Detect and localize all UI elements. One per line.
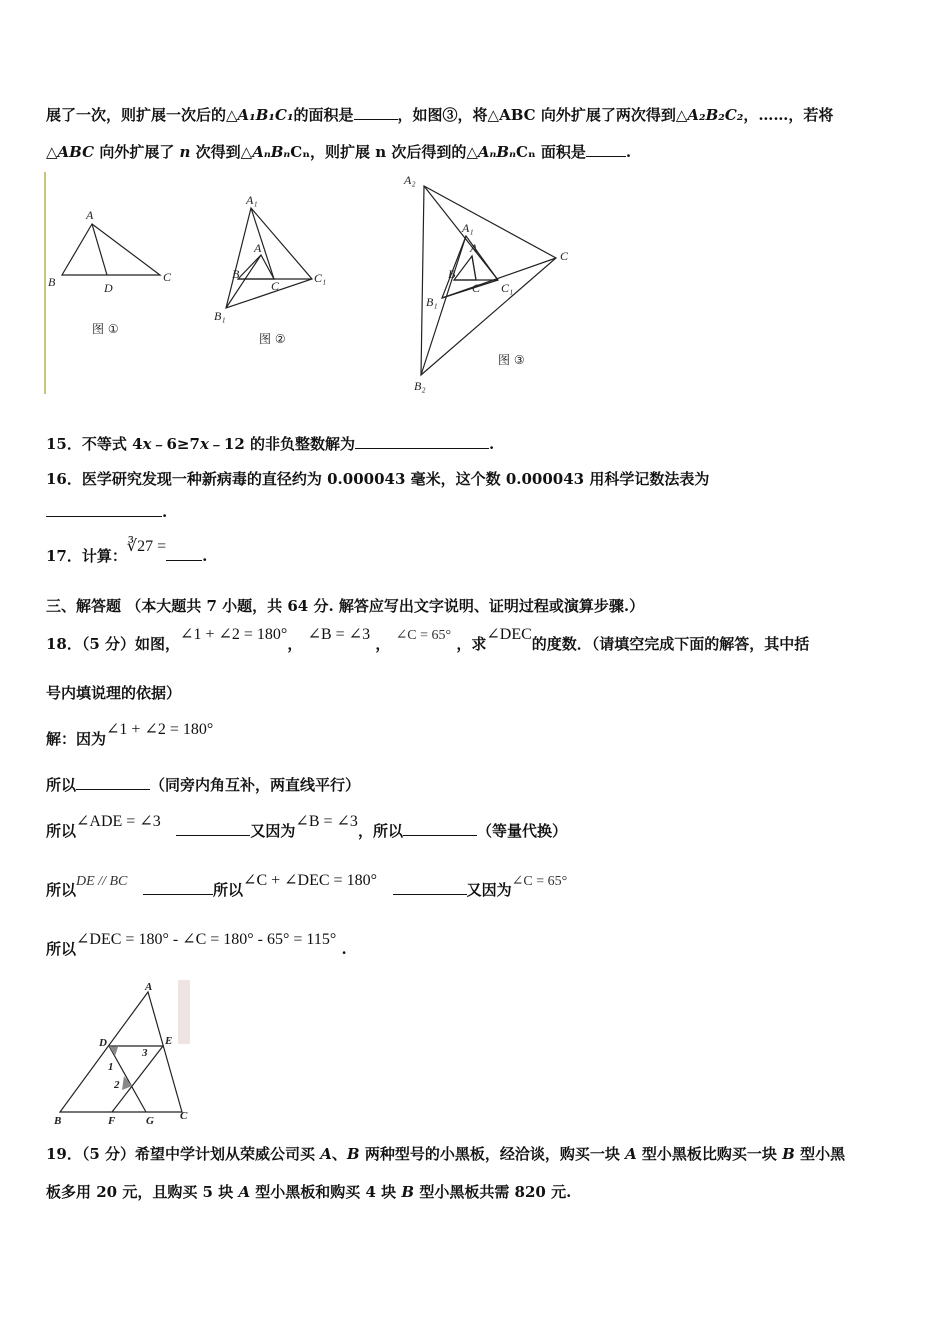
q18-label-G: G [146,1115,154,1127]
fig1-caption: 图 ① [92,322,119,336]
q18-formula: ∠C = 65° [395,628,452,643]
q15-text: 15．不等式 4 [46,435,143,453]
q18-formula: ∠ADE = ∠3 [76,813,161,830]
fig3-label-B2: B₂ [414,379,426,393]
q18-solution-2 [46,774,360,795]
q18-formula: DE // BC [76,874,128,889]
q19-text: 型小黑板和购买 4 块 [250,1183,402,1201]
q19-text: 两种型号的小黑板，经洽谈，购买一块 [359,1145,626,1163]
q19-variable: B [401,1183,415,1201]
q14-text: 次得到△ [190,143,253,161]
q14-text: Cₙ 面积是 [515,143,586,161]
q18-line1 [46,626,810,654]
q16-text: 16．医学研究发现一种新病毒的直径约为 0.000043 毫米，这个数 0.000043 用科学记数法表为 [46,470,710,488]
q19-text: 、 [331,1145,347,1163]
q18-text: ， [375,635,391,653]
fig2-label-A: A [254,241,262,255]
q14-triangle-label: AₙBₙ [252,143,291,161]
q18-text: 又因为 [466,881,512,899]
q15-text: . [489,435,495,453]
q14-figures [46,168,586,396]
q14-triangle-label: AₙBₙ [477,143,516,161]
q14-text: 向外扩展了 [94,143,180,161]
q19-text: 19．（5 分）希望中学计划从荣威公司买 [46,1145,321,1163]
q18-text: 解：因为 [46,730,107,748]
answer-blank[interactable] [393,880,467,895]
q18-text: 所以 [46,881,77,899]
fig2-line [226,255,261,308]
answer-blank[interactable] [586,142,626,157]
answer-blank[interactable] [355,434,489,449]
q19-text: 型小黑板比购买一块 [636,1145,783,1163]
q18-label-B: B [54,1115,62,1127]
fig3-label-C-outer: C [560,249,569,263]
q14-triangle-label: ABC [57,143,95,161]
q18-formula: ∠1 + ∠2 = 180° [106,721,214,738]
q18-text: ，求 [456,635,487,653]
fig3-label-B: B [448,267,456,281]
q15-text: ﹣6≥7 [151,435,200,453]
q15-variable: x [142,435,152,453]
q18-label-2: 2 [114,1079,120,1091]
q18-label-A: A [145,981,153,993]
q17-text: . [202,547,208,565]
section-3-header [46,595,644,616]
q14-line2 [46,141,631,162]
q18-text: 所以 [46,822,77,840]
q19-variable: A [320,1145,332,1163]
q19-variable: B [346,1145,360,1163]
q18-formula: ∠C + ∠DEC = 180° [243,872,377,889]
q16-answer [46,502,167,521]
fig2-inner-triangle [238,255,274,279]
q19-line2 [46,1181,571,1202]
q18-line2 [46,682,181,703]
q18-solution-1 [46,721,214,749]
q18-triangle [60,992,182,1112]
q19-line1 [46,1143,845,1164]
q14-text: △ [46,143,58,161]
answer-blank[interactable] [46,502,162,517]
q18-formula: ∠B = ∠3 [307,626,371,643]
q17 [46,538,208,566]
fig3-line [472,256,476,280]
q14-text: ，……，若将 [743,106,834,124]
fig3-label-C1: C₁ [501,281,514,295]
fig3-line [424,186,498,280]
q18-label-E: E [165,1035,173,1047]
q18-label-3: 3 [142,1047,148,1059]
q15-variable: x [199,435,209,453]
fig3-label-A: A [470,241,478,255]
answer-blank[interactable] [76,775,150,790]
fig1-triangle [62,224,160,275]
q14-triangle-label: A₂B₂C₂ [687,106,744,124]
q17-expression: ∛27 = [126,538,167,555]
q18-text: 所以 [46,776,77,794]
answer-blank[interactable] [354,105,398,120]
q18-solution-4 [46,872,568,900]
q14-text: . [625,143,632,161]
fig1-label-A: A [86,208,94,222]
q19-text: 型小黑 [794,1145,846,1163]
q18-text: 号内填说理的依据） [46,684,182,702]
answer-blank[interactable] [176,821,250,836]
fig2-label-C1: C₁ [314,271,327,285]
fig3-caption: 图 ③ [498,353,525,367]
fig2-label-B1: B₁ [214,309,226,323]
q18-formula: ∠DEC [486,626,532,643]
fig3-line [442,258,556,298]
q18-text: （等量代换） [476,822,567,840]
scan-artifact [178,980,190,1044]
q18-text: 所以 [46,940,77,958]
q18-text: 18．（5 分）如图， [46,635,181,653]
q16-text: . [162,503,168,521]
fig2-outer-triangle [226,208,312,308]
q14-text: Cₙ，则扩展 n 次后得到的△ [290,143,478,161]
q14-line1 [46,104,833,125]
fig2-label-B: B [232,267,240,281]
q18-text: . [341,940,347,958]
q18-text: 又因为 [250,822,296,840]
q16 [46,468,709,489]
fig3-label-C: C [472,281,481,295]
q19-text: 型小黑板共需 820 元. [414,1183,572,1201]
q18-formula: ∠1 + ∠2 = 180° [180,626,288,643]
q14-text: ，如图③，将△ABC 向外扩展了两次得到△ [397,106,688,124]
q18-label-D: D [99,1037,107,1049]
q18-formula: ∠C = 65° [511,874,568,889]
fig1-median [92,224,107,275]
q18-solution-3 [46,813,567,841]
q18-text: 所以 [213,881,244,899]
fig1-label-C: C [163,270,172,284]
fig2-caption: 图 ② [259,332,286,346]
fig1-label-B: B [48,275,56,289]
q18-label-C: C [180,1110,188,1122]
q14-text: 展了一次，则扩展一次后的△ [46,106,238,124]
q18-label-1: 1 [108,1061,114,1073]
q19-variable: A [625,1145,637,1163]
q18-label-F: F [108,1115,116,1127]
q18-formula: ∠DEC = 180° - ∠C = 180° - 65° = 115° [76,931,337,948]
section-title: 三、解答题 [46,597,122,615]
answer-blank[interactable] [166,546,202,561]
q15 [46,433,494,454]
q18-text: ，所以 [357,822,403,840]
q14-triangle-label: A₁B₁C₁ [237,106,294,124]
q18-formula: ∠B = ∠3 [295,813,358,830]
fig3-label-A1: A₁ [462,221,474,235]
q18-text: 的度数．（请填空完成下面的解答，其中括 [531,635,810,653]
q14-text: 的面积是 [293,106,354,124]
q18-text: （同旁内角互补，两直线平行） [150,776,361,794]
fig3-label-A2: A₂ [404,173,416,187]
q18-figure [46,978,196,1128]
answer-blank[interactable] [403,821,477,836]
q17-text: 17．计算： [46,547,127,565]
q19-text: 板多用 20 元，且购买 5 块 [46,1183,239,1201]
fig2-label-C: C [271,279,280,293]
fig1-label-D: D [104,281,113,295]
answer-blank[interactable] [143,880,213,895]
q18-solution-5 [46,931,347,959]
fig2-label-A1: A₁ [246,193,258,207]
q15-text: ﹣12 的非负整数解为 [208,435,356,453]
q19-variable: B [782,1145,795,1163]
fig3-label-B1: B₁ [426,295,438,309]
section-note: （本大题共 7 小题，共 64 分. 解答应写出文字说明、证明过程或演算步骤.） [126,597,645,615]
q19-variable: A [238,1183,251,1201]
q18-text: ， [287,635,303,653]
q18-line-EF [112,1046,163,1112]
q14-variable: n [179,143,191,161]
